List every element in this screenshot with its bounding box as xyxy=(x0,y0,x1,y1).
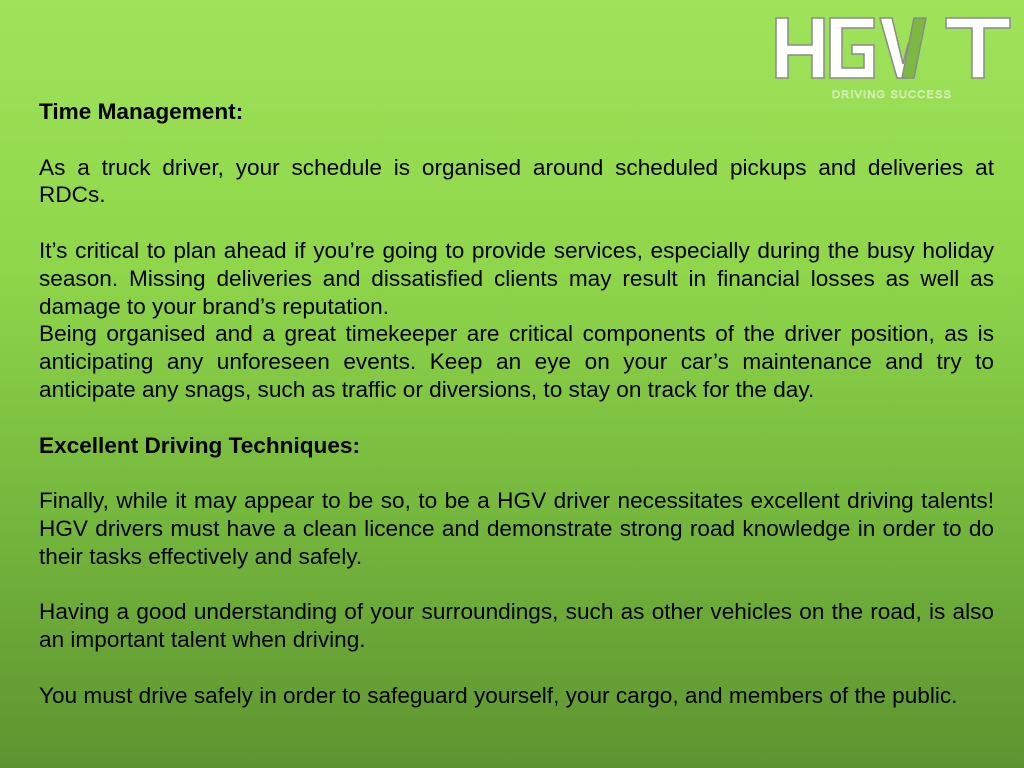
logo-tagline: DRIVING SUCCESS xyxy=(831,89,953,101)
hgvt-logo xyxy=(774,14,1012,104)
section-heading-driving-techniques: Excellent Driving Techniques: xyxy=(39,432,360,458)
hgvt-logo-graphic xyxy=(774,14,1012,104)
section-heading-time-management: Time Management: xyxy=(39,99,244,124)
paragraph: Finally, while it may appear to be so, to be a HGV driver necessitates excellent driving talents! HGV drivers must have a clean licence and demonstrate strong road knowledge in order to do their tasks effectively and safely. xyxy=(39,488,994,569)
document-body xyxy=(39,98,994,710)
paragraph: Being organised and a great timekeeper are critical components of the driver position, as is anticipating any unforeseen events. Keep an eye on your car’s maintenance and try to anticipate any snags, such as traffic or diversions, to stay on track for the day. xyxy=(39,321,994,402)
paragraph: You must drive safely in order to safeguard yourself, your cargo, and members of the public. xyxy=(39,682,958,708)
paragraph: As a truck driver, your schedule is organised around scheduled pickups and deliveries at RDCs. xyxy=(39,154,994,208)
paragraph: It’s critical to plan ahead if you’re going to provide services, especially during the busy holiday season. Missing deliveries and dissatisfied clients may result in financial losses as well as damage to your brand’s reputation. xyxy=(39,237,994,319)
paragraph: Having a good understanding of your surroundings, such as other vehicles on the road, is also an important talent when driving. xyxy=(39,599,994,653)
